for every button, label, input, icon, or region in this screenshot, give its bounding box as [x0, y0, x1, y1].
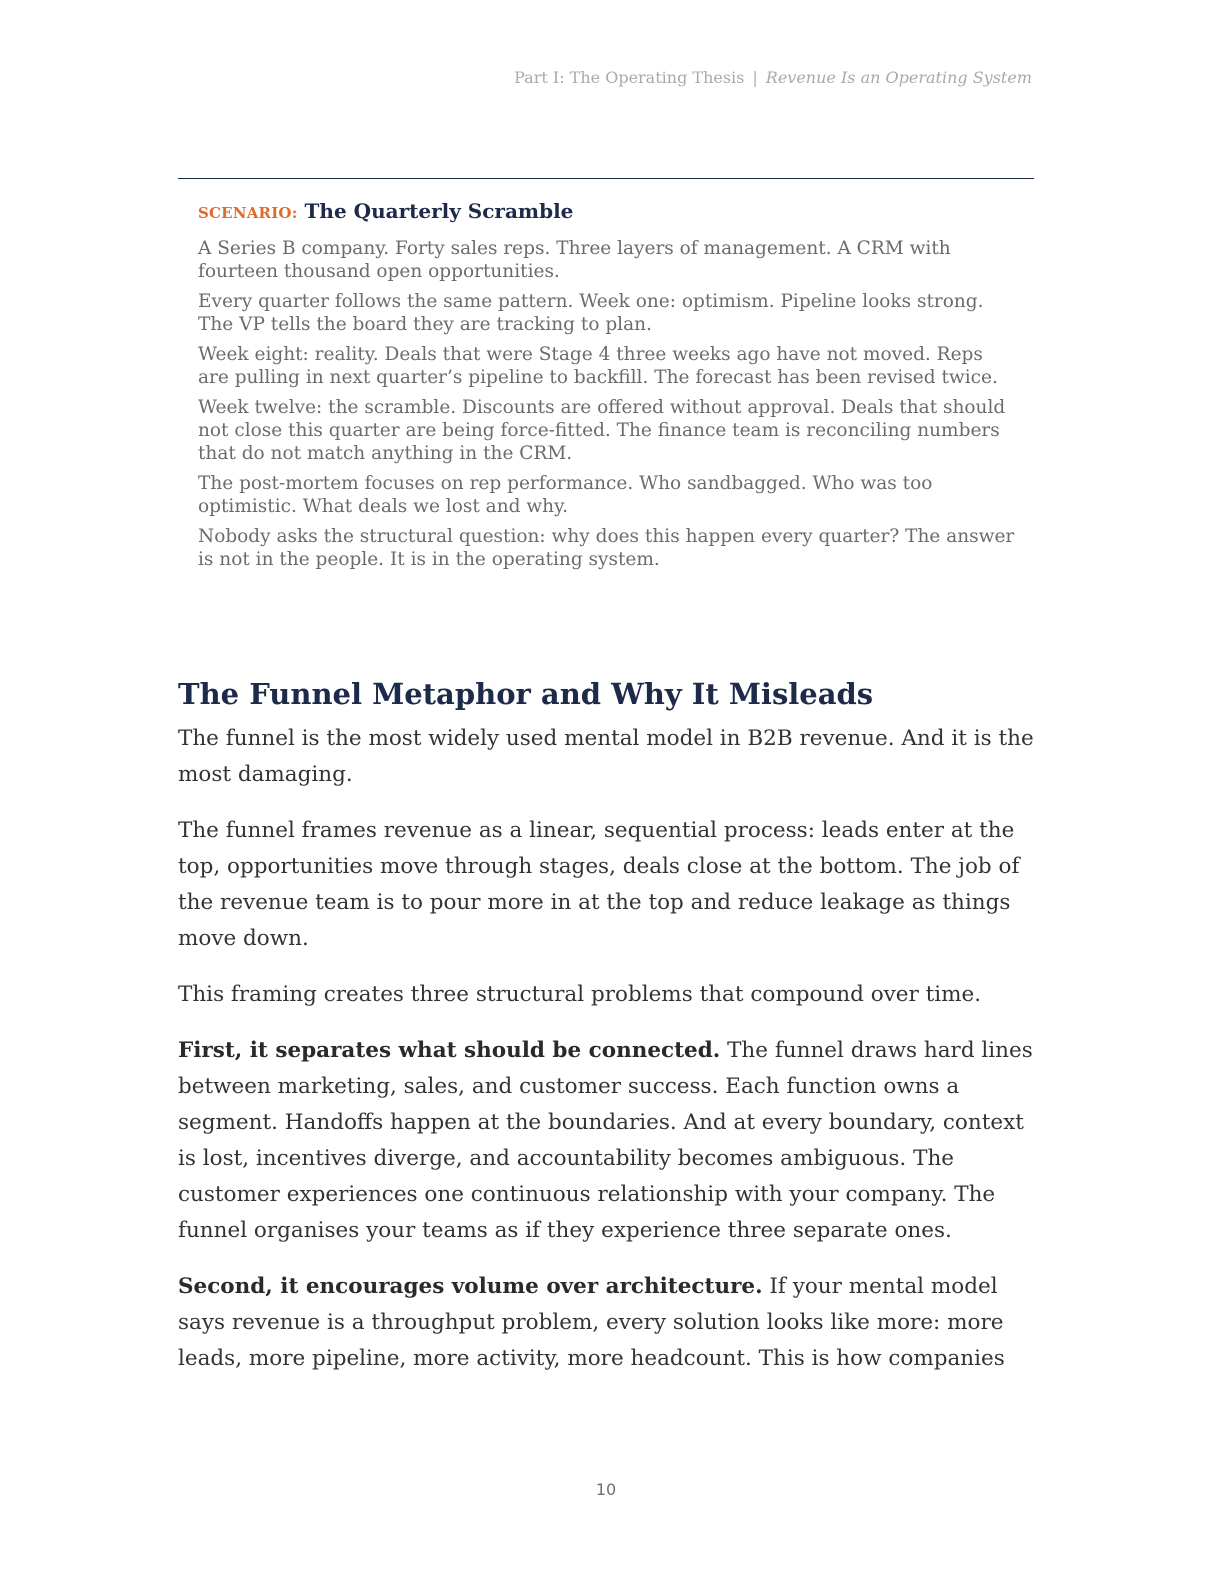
section-body: [178, 721, 1038, 1397]
scenario-heading: [198, 198, 1018, 226]
body-paragraph: [178, 1033, 1038, 1249]
scenario-paragraph: Every quarter follows the same pattern. Week one: optimism. Pipeline looks strong. The VP tells the board they are tracking to plan.: [198, 291, 984, 335]
scenario-paragraph: The post-mortem focuses on rep performance. Who sandbagged. Who was too optimistic. What deals we lost and why.: [198, 473, 933, 517]
scenario-paragraph: Week twelve: the scramble. Discounts are offered without approval. Deals that should not close this quarter are being force-fitted. The finance team is reconciling numbers that do not match anything in the CRM.: [198, 397, 1006, 464]
section-divider-rule: [178, 178, 1034, 179]
scenario-tag: SCENARIO:: [198, 204, 298, 222]
paragraph-lead-bold: Second, it encourages volume over architecture.: [178, 1274, 763, 1299]
body-paragraph: The funnel is the most widely used mental model in B2B revenue. And it is the most damaging.: [178, 726, 1034, 787]
body-paragraph: [178, 1269, 1038, 1377]
scenario-box: [198, 198, 1018, 578]
body-paragraph: This framing creates three structural problems that compound over time.: [178, 982, 982, 1007]
page-number: 10: [595, 1480, 617, 1499]
body-paragraph: The funnel frames revenue as a linear, sequential process: leads enter at the top, opportunities move through stages, deals close at the bottom. The job of the revenue team is to pour more in at the top and reduce leakage as things move down.: [178, 818, 1020, 951]
paragraph-lead-bold: First, it separates what should be connected.: [178, 1038, 721, 1063]
header-separator: |: [752, 68, 758, 87]
scenario-paragraph: Nobody asks the structural question: why does this happen every quarter? The answer is not in the people. It is in the operating system.: [198, 526, 1015, 570]
header-part: Part I: The Operating Thesis: [514, 68, 745, 87]
header-chapter-title: Revenue Is an Operating System: [765, 68, 1032, 87]
paragraph-body-text: If your mental model says revenue is a throughput problem, every solution looks like more: more leads, more pipeline, more activity, more headcount. This is how companies: [178, 1274, 1005, 1371]
scenario-title: The Quarterly Scramble: [304, 199, 574, 223]
section-heading: The Funnel Metaphor and Why It Misleads: [178, 677, 874, 711]
running-header: [514, 68, 1032, 87]
scenario-paragraph: Week eight: reality. Deals that were Stage 4 three weeks ago have not moved. Reps are pulling in next quarter’s pipeline to backfill. The forecast has been revised twice.: [198, 344, 998, 388]
scenario-paragraph: A Series B company. Forty sales reps. Three layers of management. A CRM with fourteen thousand open opportunities.: [198, 238, 951, 282]
paragraph-body-text: The funnel draws hard lines between marketing, sales, and customer success. Each function owns a segment. Handoffs happen at the boundaries. And at every boundary, context is lost, incentives diverge, and accountability becomes ambiguous. The customer experiences one continuous relationship with your company. The funnel organises your teams as if they experience three separate ones.: [178, 1038, 1033, 1243]
